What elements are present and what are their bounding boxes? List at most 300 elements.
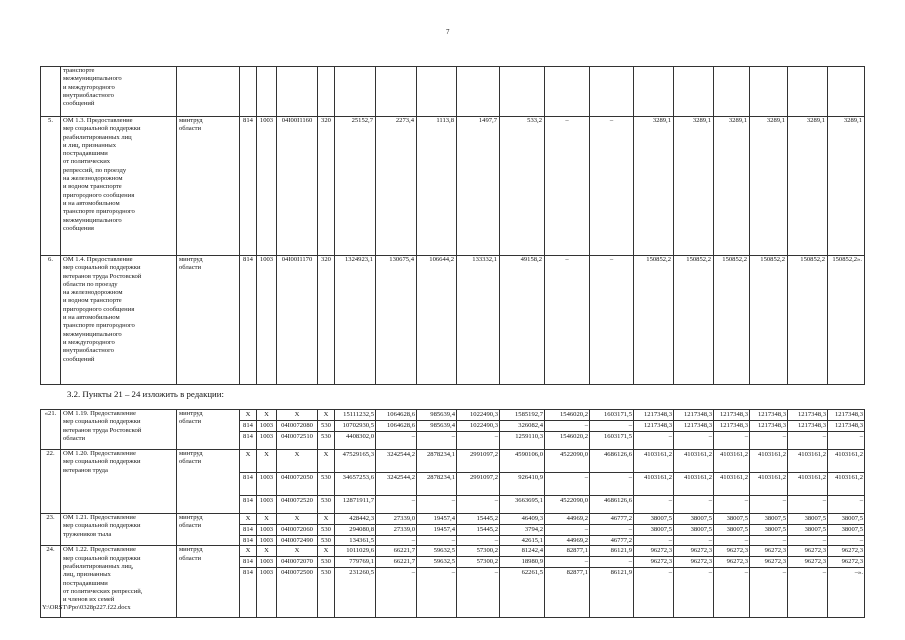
table-row: [41, 256, 865, 385]
vr-code: [318, 546, 335, 618]
name-line: ОМ 1.4. Предоставление: [63, 256, 133, 263]
grbs-code-line: X: [240, 514, 256, 525]
value-year: [545, 514, 590, 546]
value-year-line: 96272,3: [828, 557, 864, 568]
value-year-line: 15445,2: [457, 514, 499, 525]
value-year-line: –: [451, 497, 455, 504]
executor-line: области: [179, 458, 202, 466]
value-year-line: 86121,9: [610, 568, 632, 576]
name-line: и водном транспорте: [63, 183, 122, 191]
measure-name: [61, 514, 177, 546]
value-year-line: 62261,5: [521, 568, 543, 576]
value-year: 3289,1: [828, 117, 865, 256]
value-year-line: –: [708, 568, 712, 576]
value-year-line: –: [545, 473, 589, 496]
value-year-line: –: [708, 497, 712, 504]
value-year-line: 1217348,3: [714, 421, 749, 432]
value-year: [590, 514, 634, 546]
value-year-line: 4103161,2: [714, 450, 749, 473]
value-year-line: 46777,2: [590, 514, 633, 525]
csr-code-line: 04I0072070: [277, 557, 317, 568]
value-year: [500, 450, 545, 514]
value-year-line: 926410,9: [500, 473, 544, 496]
csr-code-line: 04I0072510: [281, 432, 313, 440]
csr-code-line: X: [277, 410, 317, 421]
value-total-line: 231260,5: [349, 568, 374, 576]
value-total: [335, 546, 376, 618]
value-year-line: 1217348,3: [674, 421, 713, 432]
grbs-code: [240, 514, 257, 546]
value-year-line: –: [744, 432, 748, 440]
value-year-line: 57300,2: [457, 557, 499, 568]
value-year-line: 82877,1: [545, 546, 589, 557]
value-year: [545, 546, 590, 618]
value-year: 3289,1: [634, 117, 674, 256]
vr-code-line: X: [318, 546, 334, 557]
value-year: [828, 450, 865, 514]
name-line: ОМ 1.20. Предоставление: [63, 450, 136, 457]
value-year-line: 38007,5: [634, 525, 673, 536]
rzpr-code-line: 1003: [257, 525, 276, 536]
name-line: межмуниципального: [63, 75, 122, 83]
vr-code: [318, 410, 335, 450]
vr-code-line: 530: [318, 525, 334, 536]
grbs-code-line: X: [240, 410, 256, 421]
csr-code-line: X: [277, 450, 317, 473]
name-line: мер социальной поддержки: [63, 522, 141, 530]
vr-code-line: 530: [321, 536, 331, 544]
value-year-line: 985639,4: [417, 410, 456, 421]
executor-line: области: [179, 418, 202, 426]
rzpr-code-line: 1003: [259, 432, 274, 440]
value-year: [674, 514, 714, 546]
value-year: [417, 410, 457, 450]
value-year-line: 4103161,2: [674, 450, 713, 473]
grbs-code-line: 814: [240, 525, 256, 536]
value-total-line: 15111232,5: [335, 410, 375, 421]
table-program-measures-1: [40, 66, 865, 385]
row-number: 6.: [41, 256, 61, 385]
grbs-code-line: 814: [243, 432, 253, 440]
name-line: ОМ 1.3. Предоставление: [63, 117, 133, 124]
value-year: [457, 514, 500, 546]
vr-code-line: X: [318, 450, 334, 473]
name-line: мер социальной поддержки: [63, 458, 141, 466]
value-year: [590, 450, 634, 514]
grbs-code: [240, 546, 257, 618]
value-year: [828, 410, 865, 450]
name-line: и на автомобильном: [63, 199, 120, 207]
value-year-line: –: [668, 568, 672, 576]
name-line: сообщения: [63, 224, 94, 232]
value-year: –: [545, 256, 590, 385]
name-line: транспорте: [63, 67, 95, 74]
grbs-code-line: 814: [243, 536, 253, 544]
csr-code-line: 04I0072050: [277, 473, 317, 496]
value-year-line: –: [411, 536, 415, 544]
value-year-line: 38007,5: [750, 525, 787, 536]
value-year-line: 86121,9: [590, 546, 633, 557]
value-year-line: 3242544,2: [376, 473, 416, 496]
executor-line: области: [179, 554, 202, 562]
value-year-line: 18980,9: [500, 557, 544, 568]
value-year: [376, 410, 417, 450]
value-year-line: 44969,2: [545, 514, 589, 525]
value-year-line: 1022490,3: [457, 421, 499, 432]
csr-code: [277, 450, 318, 514]
name-line: реабилитированных лиц: [63, 133, 132, 141]
name-line: и междугородного: [63, 338, 115, 346]
value-year-line: –: [668, 536, 672, 544]
value-year: [500, 514, 545, 546]
value-year-line: 81242,4: [500, 546, 544, 557]
name-line: и водном транспорте: [63, 297, 122, 305]
value-total-line: 34657253,6: [335, 473, 375, 496]
csr-code: [277, 514, 318, 546]
executor: [177, 514, 240, 546]
value-year-line: 1022490,3: [457, 410, 499, 421]
value-year-line: 1217348,3: [788, 410, 827, 421]
value-year-line: 1064628,6: [376, 410, 416, 421]
table-row: [41, 117, 865, 256]
value-year-line: 1217348,3: [714, 410, 749, 421]
executor: [177, 546, 240, 618]
grbs-code-line: 814: [240, 557, 256, 568]
value-year: [750, 410, 788, 450]
name-line: мер социальной поддержки: [63, 554, 141, 562]
csr-code: 04I00I1160: [277, 117, 318, 256]
row-number: 22.: [41, 450, 61, 514]
vr-code-line: 530: [321, 568, 331, 576]
value-year: –: [545, 117, 590, 256]
name-line: внутриобластного: [63, 347, 114, 355]
value-year-line: 38007,5: [788, 525, 827, 536]
value-year-line: –: [545, 557, 589, 568]
name-line: пригородного сообщения: [63, 305, 135, 313]
value-year-line: 44969,2: [566, 536, 588, 544]
value-year: [545, 410, 590, 450]
value-year-line: –».: [854, 568, 863, 576]
value-year: 150852,2».: [828, 256, 865, 385]
value-year-line: 38007,5: [828, 525, 864, 536]
vr-code: [318, 514, 335, 546]
executor-line: минтруд: [179, 410, 203, 417]
value-year: [457, 410, 500, 450]
value-year-line: 4103161,2: [634, 473, 673, 496]
vr-code-line: 530: [318, 473, 334, 496]
value-total-line: 428442,3: [335, 514, 375, 525]
executor-line: минтруд: [179, 546, 203, 554]
grbs-code-line: X: [240, 450, 256, 473]
value-year-line: 59632,5: [417, 557, 456, 568]
value-year-line: 38007,5: [788, 514, 827, 525]
value-year-line: –: [744, 568, 748, 576]
csr-code-line: X: [277, 546, 317, 557]
executor-line: минтруд: [179, 450, 203, 457]
value-year-line: –: [451, 432, 455, 440]
csr-code-line: X: [277, 514, 317, 525]
value-year-line: 59632,5: [417, 546, 456, 557]
row-number: 23.: [41, 514, 61, 546]
name-line: репрессий, по проезду: [63, 166, 127, 174]
vr-code-line: X: [318, 410, 334, 421]
value-total: [335, 410, 376, 450]
value-year-line: 1585192,7: [500, 410, 544, 421]
value-year-line: 1259110,3: [515, 432, 543, 440]
section-heading: 3.2. Пункты 21 – 24 изложить в редакции:: [67, 389, 224, 399]
rzpr-code-line: 1003: [257, 473, 276, 496]
value-year-line: 985639,4: [417, 421, 456, 432]
value-year: [634, 410, 674, 450]
value-total: [335, 450, 376, 514]
value-year-line: 4522090,0: [545, 450, 589, 473]
value-year: 150852,2: [634, 256, 674, 385]
name-line: на железнодорожном: [63, 175, 123, 183]
rzpr-code-line: X: [257, 410, 276, 421]
value-year-line: –: [451, 568, 455, 576]
value-year-line: 96272,3: [788, 546, 827, 557]
csr-code: [277, 546, 318, 618]
value-year-line: 19457,4: [417, 514, 456, 525]
vr-code-line: X: [318, 514, 334, 525]
value-year-line: 4103161,2: [750, 473, 787, 496]
value-year-line: 27339,0: [376, 525, 416, 536]
csr-code-line: 04I0072490: [281, 536, 313, 544]
value-year-line: 4103161,2: [714, 473, 749, 496]
rzpr-code: [257, 450, 277, 514]
rzpr-code: 1003: [257, 256, 277, 385]
rzpr-code-line: 1003: [259, 497, 274, 504]
value-year-line: –: [708, 432, 712, 440]
value-year: [828, 546, 865, 618]
vr-code: [318, 450, 335, 514]
value-year-line: –: [545, 421, 589, 432]
name-line: транспорте пригородного: [63, 322, 135, 330]
name-line: ветеранов труда: [63, 466, 108, 474]
value-year-line: –: [494, 568, 498, 576]
name-line: области по проезду: [63, 280, 118, 288]
value-year: [457, 450, 500, 514]
rzpr-code: 1003: [257, 117, 277, 256]
value-year: 3289,1: [674, 117, 714, 256]
name-line: мер социальной поддержки: [63, 418, 141, 426]
grbs-code: [240, 410, 257, 450]
value-year-line: 96272,3: [750, 546, 787, 557]
name-line: межмуниципального: [63, 216, 122, 224]
value-year: [788, 450, 828, 514]
value-year-line: 96272,3: [634, 557, 673, 568]
value-year-line: 1217348,3: [828, 421, 864, 432]
row-number: 5.: [41, 117, 61, 256]
value-year: 533,2: [500, 117, 545, 256]
file-path-footer: Y:\ORST\Ppo\0328p227.f22.docx: [42, 604, 131, 611]
value-year: [750, 514, 788, 546]
executor-line: области: [179, 264, 202, 272]
value-year-line: –: [494, 497, 498, 504]
measure-name: [61, 256, 177, 385]
value-year-line: 82877,1: [566, 568, 588, 576]
name-line: мер социальной поддержки: [63, 264, 141, 272]
value-year-line: 4686126,6: [590, 450, 633, 473]
value-year: [674, 410, 714, 450]
vr-code-line: 530: [321, 497, 331, 504]
value-year-line: 4103161,2: [788, 473, 827, 496]
name-line: пострадавшими: [63, 579, 108, 587]
value-year-line: 96272,3: [714, 546, 749, 557]
name-line: тружеников тыла: [63, 530, 112, 538]
value-year-line: 1217348,3: [828, 410, 864, 421]
value-year-line: 96272,3: [634, 546, 673, 557]
vr-code: 320: [318, 256, 335, 385]
name-line: ветеранов труда Ростовской: [63, 272, 142, 280]
value-year-line: 19457,4: [417, 525, 456, 536]
measure-name: [61, 67, 177, 117]
value-year-line: 4103161,2: [674, 473, 713, 496]
value-year: [545, 450, 590, 514]
measure-name: [61, 410, 177, 450]
value-year-line: –: [782, 497, 786, 504]
value-year-line: 1217348,3: [788, 421, 827, 432]
value-year-line: 2878234,1: [417, 473, 456, 496]
value-total-line: 294080,8: [335, 525, 375, 536]
grbs-code-line: 814: [240, 473, 256, 496]
value-year: [750, 546, 788, 618]
name-line: внутриобластного: [63, 91, 114, 99]
name-line: межмуниципального: [63, 330, 122, 338]
value-year-line: –: [822, 568, 826, 576]
rzpr-code: [257, 514, 277, 546]
value-total-line: 4408302,0: [345, 432, 374, 440]
value-year-line: 38007,5: [674, 525, 713, 536]
value-year-line: –: [590, 421, 633, 432]
name-line: от политических репрессий,: [63, 587, 143, 595]
name-line: реабилитированных лиц,: [63, 562, 134, 570]
vr-code-line: 530: [318, 421, 334, 432]
vr-code: 320: [318, 117, 335, 256]
rzpr-code-line: 1003: [259, 568, 274, 576]
value-total-line: 10702930,5: [335, 421, 375, 432]
value-year: [634, 450, 674, 514]
value-year: [788, 546, 828, 618]
value-year: 3289,1: [714, 117, 750, 256]
value-total: 25152,7: [335, 117, 376, 256]
grbs-code: 814: [240, 256, 257, 385]
value-year: 150852,2: [674, 256, 714, 385]
name-line: ОМ 1.21. Предоставление: [63, 514, 136, 521]
executor-line: минтруд: [179, 117, 203, 124]
csr-code: 04I00I1170: [277, 256, 318, 385]
value-year-line: –: [859, 497, 863, 504]
name-line: ветеранов труда Ростовской: [63, 426, 142, 434]
value-year-line: –: [411, 568, 415, 576]
rzpr-code-line: X: [257, 514, 276, 525]
value-year-line: –: [411, 432, 415, 440]
value-year: –: [590, 117, 634, 256]
value-year: 150852,2: [750, 256, 788, 385]
value-year-line: 1217348,3: [674, 410, 713, 421]
value-year-line: 66221,7: [376, 557, 416, 568]
value-year: 1497,7: [457, 117, 500, 256]
value-year-line: 38007,5: [828, 514, 864, 525]
value-total-line: 12871911,7: [342, 497, 374, 504]
grbs-code-line: 814: [243, 497, 253, 504]
vr-code-line: 530: [318, 557, 334, 568]
value-total: 1324923,1: [335, 256, 376, 385]
value-year: 49158,2: [500, 256, 545, 385]
value-year: [714, 514, 750, 546]
value-year: 150852,2: [714, 256, 750, 385]
value-year-line: 4590106,0: [500, 450, 544, 473]
value-year-line: 3794,2: [500, 525, 544, 536]
value-year: [750, 450, 788, 514]
value-year: [714, 410, 750, 450]
value-year-line: 1603171,5: [603, 432, 632, 440]
value-year: [714, 450, 750, 514]
value-year: 3289,1: [750, 117, 788, 256]
page-number: 7: [446, 28, 450, 36]
name-line: пострадавшими: [63, 150, 108, 158]
name-line: и членов их семей: [63, 596, 115, 604]
grbs-code-line: X: [240, 546, 256, 557]
executor: [177, 117, 240, 256]
grbs-code-line: 814: [240, 421, 256, 432]
name-line: пригородного сообщения: [63, 191, 135, 199]
name-line: ОМ 1.22. Предоставление: [63, 546, 136, 554]
csr-code-line: 04I0072080: [277, 421, 317, 432]
executor-line: области: [179, 125, 202, 133]
value-year-line: 96272,3: [714, 557, 749, 568]
value-year: [674, 546, 714, 618]
value-year-line: 1546020,2: [545, 410, 589, 421]
value-year-line: 66221,7: [376, 546, 416, 557]
vr-code-line: 530: [321, 432, 331, 440]
value-year: 2273,4: [376, 117, 417, 256]
value-total-line: 1011029,6: [335, 546, 375, 557]
value-year-line: 38007,5: [750, 514, 787, 525]
value-year: [457, 546, 500, 618]
value-year-line: –: [494, 536, 498, 544]
value-total-line: 47529165,3: [335, 450, 375, 473]
executor-line: области: [179, 522, 202, 530]
value-year-line: 96272,3: [788, 557, 827, 568]
value-year-line: –: [668, 497, 672, 504]
value-year-line: 1217348,3: [750, 410, 787, 421]
row-number: «21.: [41, 410, 61, 450]
name-line: от политических: [63, 158, 111, 166]
value-year: [500, 546, 545, 618]
executor-line: минтруд: [179, 514, 203, 521]
name-line: области: [63, 434, 86, 442]
value-year-line: –: [782, 568, 786, 576]
row-number: 24.: [41, 546, 61, 618]
value-year-line: 2991097,2: [457, 450, 499, 473]
value-year-line: 38007,5: [674, 514, 713, 525]
executor: [177, 450, 240, 514]
value-year-line: 38007,5: [714, 525, 749, 536]
value-year-line: 96272,3: [674, 546, 713, 557]
value-year: 150852,2: [788, 256, 828, 385]
value-year: [500, 410, 545, 450]
value-year-line: –: [494, 432, 498, 440]
value-year-line: –: [708, 536, 712, 544]
name-line: на железнодорожном: [63, 289, 123, 297]
value-year-line: 1546020,2: [559, 432, 588, 440]
value-year-line: 42615,1: [521, 536, 543, 544]
rzpr-code: [257, 410, 277, 450]
value-year-line: 46409,3: [500, 514, 544, 525]
name-line: сообщений: [63, 355, 95, 363]
rzpr-code-line: 1003: [257, 557, 276, 568]
